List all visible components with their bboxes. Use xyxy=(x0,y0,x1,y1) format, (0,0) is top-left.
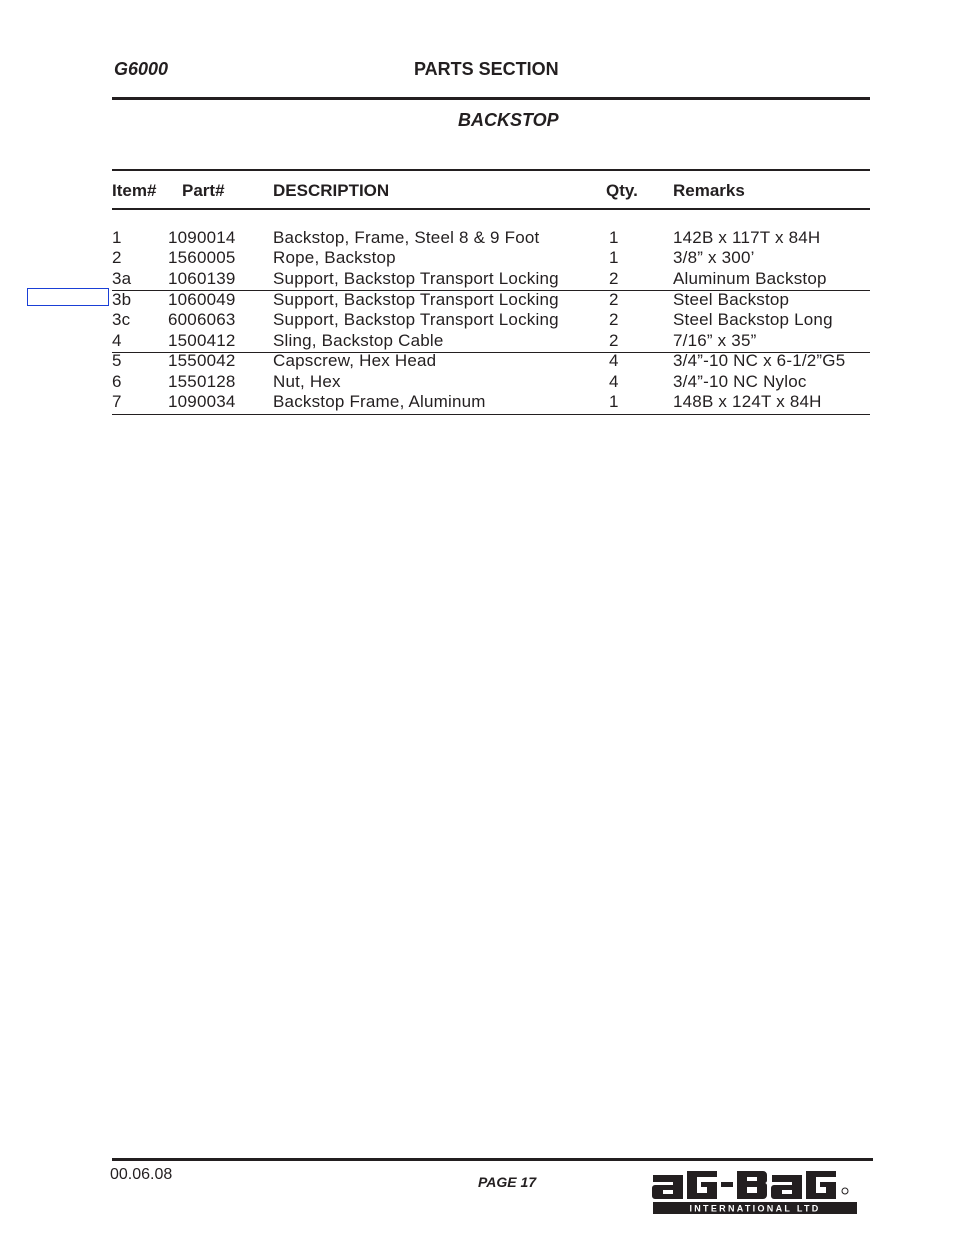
part-description: Backstop, Frame, Steel 8 & 9 Foot xyxy=(273,228,540,247)
column-header-remarks: Remarks xyxy=(673,181,745,200)
page-number: PAGE 17 xyxy=(478,1174,537,1190)
part-description: Capscrew, Hex Head xyxy=(273,351,437,370)
remarks: 3/4”-10 NC Nyloc xyxy=(673,372,807,391)
part-description: Sling, Backstop Cable xyxy=(273,331,444,350)
remarks: Steel Backstop Long xyxy=(673,310,833,329)
part-number: 1060049 xyxy=(168,290,236,309)
part-description: Nut, Hex xyxy=(273,372,341,391)
selection-highlight-box[interactable] xyxy=(27,288,109,306)
quantity: 2 xyxy=(609,310,619,329)
part-number: 1060139 xyxy=(168,269,236,288)
quantity: 4 xyxy=(609,351,619,370)
table-header-rule xyxy=(112,208,870,210)
part-number: 1090034 xyxy=(168,392,236,411)
table-row xyxy=(112,290,870,310)
part-number: 1090014 xyxy=(168,228,236,247)
column-header-qty: Qty. xyxy=(606,181,638,200)
part-description: Rope, Backstop xyxy=(273,248,396,267)
quantity: 4 xyxy=(609,372,619,391)
column-header-part: Part# xyxy=(182,181,225,200)
table-row xyxy=(112,392,870,412)
part-number: 1500412 xyxy=(168,331,236,350)
section-title: PARTS SECTION xyxy=(414,59,559,79)
table-row xyxy=(112,310,870,330)
part-number: 6006063 xyxy=(168,310,236,329)
page-subtitle: BACKSTOP xyxy=(458,110,559,130)
part-number: 1550042 xyxy=(168,351,236,370)
part-description: Support, Backstop Transport Locking xyxy=(273,269,559,288)
quantity: 2 xyxy=(609,331,619,350)
table-row xyxy=(112,269,870,289)
model-name: G6000 xyxy=(114,59,169,79)
table-row xyxy=(112,331,870,351)
remarks: Steel Backstop xyxy=(673,290,790,309)
item-number: 3b xyxy=(112,290,132,309)
quantity: 1 xyxy=(609,248,619,267)
revision-date: 00.06.08 xyxy=(110,1166,173,1183)
remarks: 3/8” x 300’ xyxy=(673,248,755,267)
table-row xyxy=(112,248,870,268)
part-number: 1550128 xyxy=(168,372,236,391)
quantity: 2 xyxy=(609,269,619,288)
item-number: 4 xyxy=(112,331,122,350)
item-number: 7 xyxy=(112,392,122,411)
remarks: 148B x 124T x 84H xyxy=(673,392,822,411)
item-number: 6 xyxy=(112,372,122,391)
table-row xyxy=(112,372,870,392)
logo-subtext: INTERNATIONAL LTD xyxy=(689,1203,821,1214)
table-bottom-rule xyxy=(112,414,870,415)
table-top-rule xyxy=(112,169,870,171)
table-row xyxy=(112,228,870,248)
item-number: 2 xyxy=(112,248,122,267)
table-row xyxy=(112,351,870,371)
part-description: Backstop Frame, Aluminum xyxy=(273,392,486,411)
part-description: Support, Backstop Transport Locking xyxy=(273,290,559,309)
remarks: 7/16” x 35” xyxy=(673,331,757,350)
header-divider xyxy=(112,97,870,100)
item-number: 1 xyxy=(112,228,122,247)
quantity: 1 xyxy=(609,392,619,411)
remarks: Aluminum Backstop xyxy=(673,269,827,288)
column-header-description: DESCRIPTION xyxy=(273,181,390,200)
part-description: Support, Backstop Transport Locking xyxy=(273,310,559,329)
footer-divider xyxy=(112,1158,873,1161)
quantity: 2 xyxy=(609,290,619,309)
item-number: 5 xyxy=(112,351,122,370)
item-number: 3a xyxy=(112,269,132,288)
remarks: 3/4”-10 NC x 6-1/2”G5 xyxy=(673,351,846,370)
remarks: 142B x 117T x 84H xyxy=(673,228,821,247)
item-number: 3c xyxy=(112,310,131,329)
ag-bag-logo xyxy=(651,1165,865,1215)
part-number: 1560005 xyxy=(168,248,236,267)
column-header-item: Item# xyxy=(112,181,157,200)
quantity: 1 xyxy=(609,228,619,247)
